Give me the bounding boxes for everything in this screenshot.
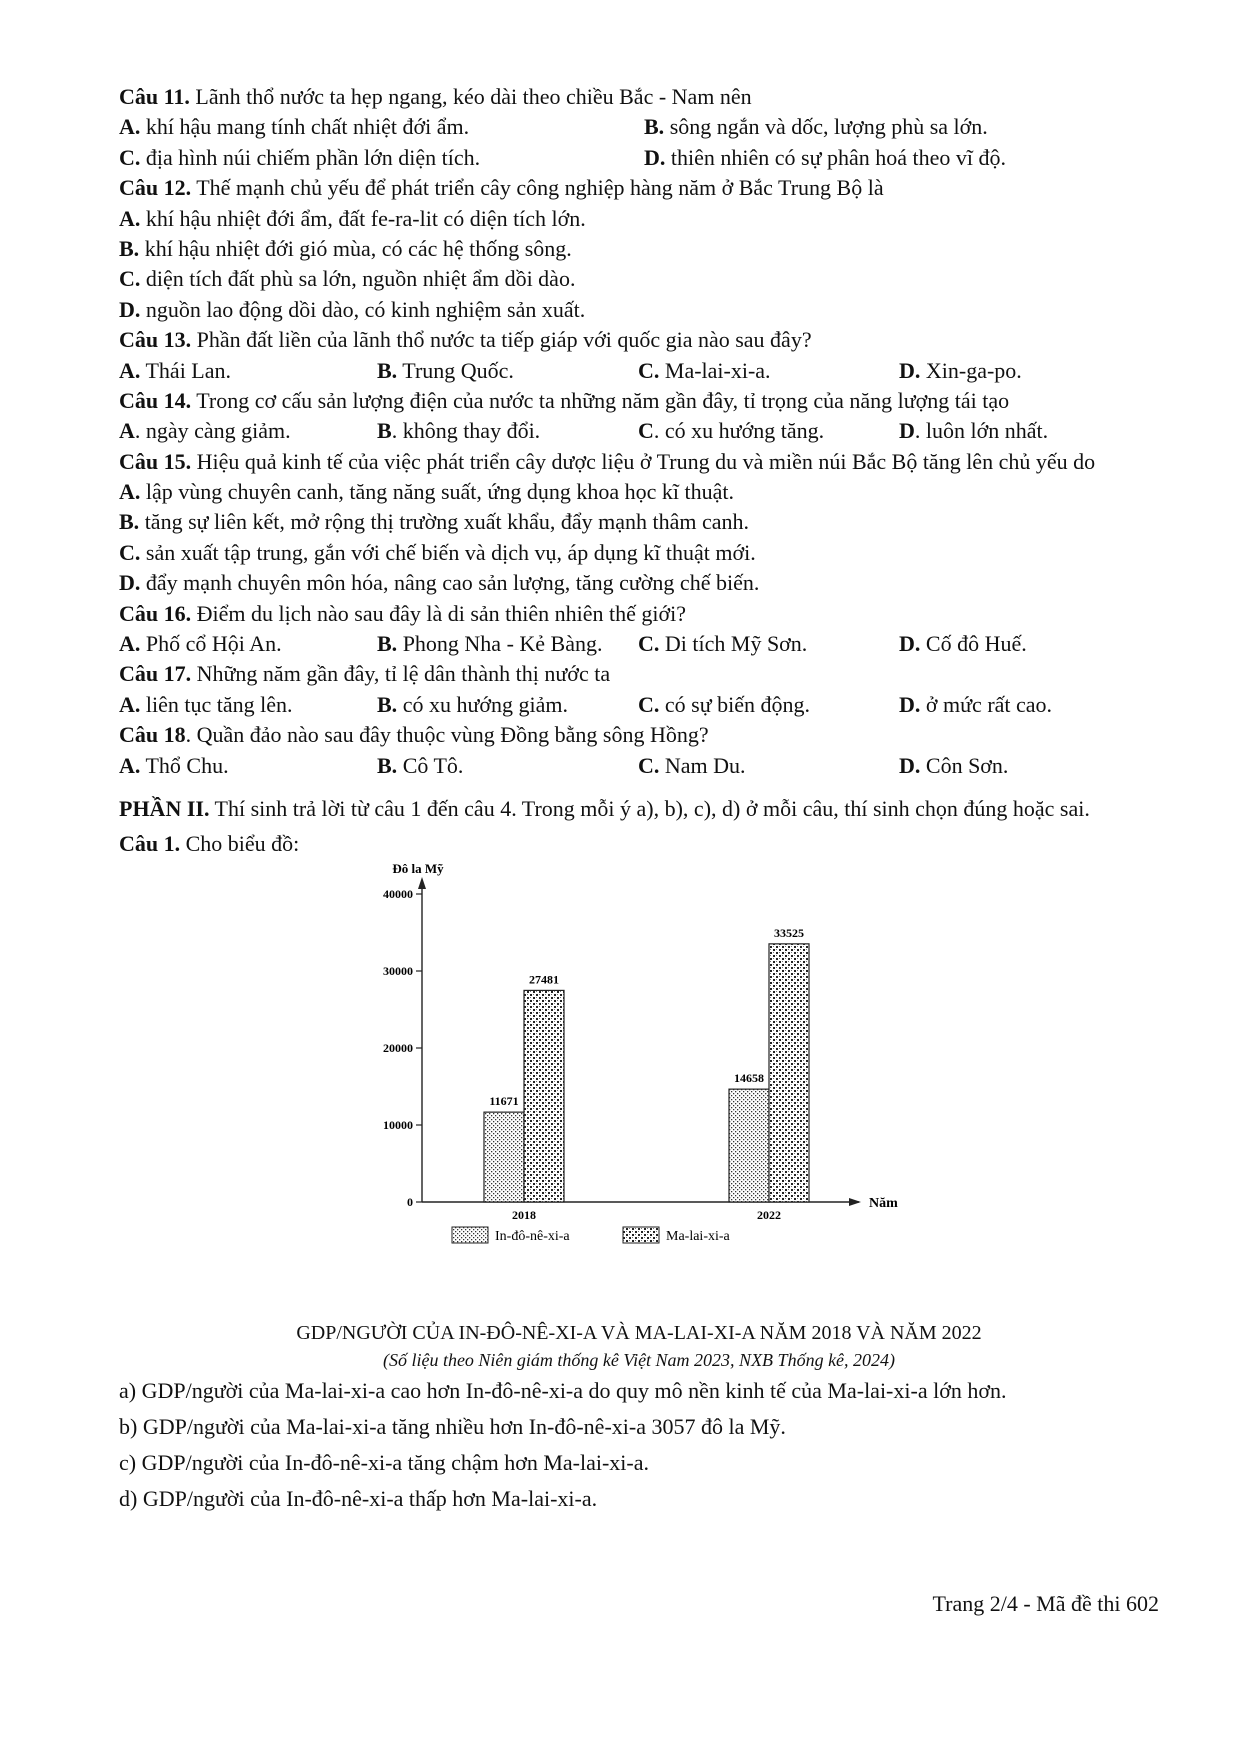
question-13: Câu 13. Phần đất liền của lãnh thổ nước ta tiếp giáp với quốc gia nào sau đây? [119,327,812,353]
question-17-options [119,690,1159,720]
option-c: C. có sự biến động. [638,691,811,717]
option-d: D. luôn lớn nhất. [899,418,1049,444]
question-11: Câu 11. Lãnh thổ nước ta hẹp ngang, kéo dài theo chiều Bắc - Nam nên [119,84,752,109]
data-label: 14658 [734,1071,764,1086]
option-a: A. khí hậu mang tính chất nhiệt đới ẩm. [119,114,470,140]
chart-svg [119,859,1159,1319]
exam-page [119,82,1159,1517]
option-b: B. khí hậu nhiệt đới gió mùa, có các hệ thống sông. [119,235,572,261]
legend-swatch [452,1227,488,1243]
option-c: C. Nam Du. [638,752,746,778]
option-a: A. ngày càng giảm. [119,418,291,444]
option-b: B. Trung Quốc. [377,357,514,383]
option-d: D. ở mức rất cao. [899,691,1053,717]
x-tick-label: 2022 [757,1208,781,1223]
data-label: 11671 [489,1094,519,1109]
option-c: C. địa hình núi chiếm phần lớn diện tích. [119,144,481,170]
question-11-row1 [119,112,1159,142]
option-d: D. Xin-ga-po. [899,357,1022,383]
y-tick-label: 20000 [383,1041,413,1056]
bar [769,944,809,1202]
y-tick-label: 0 [407,1195,413,1210]
statement-d: d) GDP/người của In-đô-nê-xi-a thấp hơn Ma-lai-xi-a. [119,1486,598,1512]
option-c: C. Di tích Mỹ Sơn. [638,631,808,657]
question-18-options [119,751,1159,781]
legend-swatch [623,1227,659,1243]
data-label: 33525 [774,926,804,941]
option-b: B. sông ngắn và dốc, lượng phù sa lớn. [644,114,988,140]
question-13-options [119,356,1159,386]
question-15: Câu 15. Hiệu quả kinh tế của việc phát triển cây dược liệu ở Trung du và miền núi Bắc Bộ tăng lên chủ yếu do [119,448,1096,474]
question-12: Câu 12. Thế mạnh chủ yếu để phát triển cây công nghiệp hàng năm ở Bắc Trung Bộ là [119,175,884,201]
data-label: 27481 [529,972,559,987]
legend-label: In-đô-nê-xi-a [495,1229,570,1245]
option-d: D. Cố đô Huế. [899,631,1027,657]
bar [484,1113,524,1203]
question-11-row2 [119,143,1159,173]
statement-c: c) GDP/người của In-đô-nê-xi-a tăng chậm hơn Ma-lai-xi-a. [119,1450,650,1476]
part-2-instructions: PHẦN II. Thí sinh trả lời từ câu 1 đến câu 4. Trong mỗi ý a), b), c), d) ở mỗi câu, thí sinh chọn đúng hoặc sai. [119,796,1090,821]
y-tick-label: 30000 [383,964,413,979]
chart-source: (Số liệu theo Niên giám thống kê Việt Nam 2023, NXB Thống kê, 2024) [382,1350,896,1371]
x-tick-label: 2018 [512,1208,536,1223]
question-14: Câu 14. Trong cơ cấu sản lượng điện của nước ta những năm gần đây, tỉ trọng của năng lượng tái tạo [119,387,1010,413]
question-18: Câu 18. Quần đảo nào sau đây thuộc vùng Đồng bằng sông Hồng? [119,722,709,748]
y-axis-label: Đô la Mỹ [392,861,444,877]
option-a: A. Phố cổ Hội An. [119,631,282,657]
option-a: A. Thổ Chu. [119,752,229,778]
question-1: Câu 1. Cho biểu đồ: [119,831,300,856]
chart-title: GDP/NGƯỜI CỦA IN-ĐÔ-NÊ-XI-A VÀ MA-LAI-XI-A NĂM 2018 VÀ NĂM 2022 [296,1322,982,1345]
question-17: Câu 17. Những năm gần đây, tỉ lệ dân thành thị nước ta [119,661,611,687]
question-16: Câu 16. Điểm du lịch nào sau đây là di sản thiên nhiên thế giới? [119,600,687,626]
option-a: A. lập vùng chuyên canh, tăng năng suất, ứng dụng khoa học kĩ thuật. [119,479,734,505]
option-a: A. khí hậu nhiệt đới ẩm, đất fe-ra-lit có diện tích lớn. [119,205,586,231]
bar [524,991,564,1203]
option-c: C. sản xuất tập trung, gắn với chế biến và dịch vụ, áp dụng kĩ thuật mới. [119,539,756,565]
option-a: A. Thái Lan. [119,357,232,383]
option-d: D. Côn Sơn. [899,752,1009,778]
statement-a: a) GDP/người của Ma-lai-xi-a cao hơn In-đô-nê-xi-a do quy mô nền kinh tế của Ma-lai-xi-a lớn hơn. [119,1378,1007,1404]
x-axis-label: Năm [869,1196,898,1212]
option-d: D. đẩy mạnh chuyên môn hóa, nâng cao sản lượng, tăng cường chế biến. [119,570,760,596]
option-a: A. liên tục tăng lên. [119,691,293,717]
y-tick-label: 40000 [383,887,413,902]
option-c: C. diện tích đất phù sa lớn, nguồn nhiệt ẩm dồi dào. [119,266,576,292]
bar [729,1090,769,1203]
option-b: B. không thay đổi. [377,418,541,444]
y-axis-arrow [418,877,426,889]
option-b: B. có xu hướng giảm. [377,691,568,717]
option-b: B. Phong Nha - Kẻ Bàng. [377,631,603,657]
bar-chart [119,859,1159,1319]
question-14-options [119,416,1159,446]
option-b: B. tăng sự liên kết, mở rộng thị trường xuất khẩu, đẩy mạnh thâm canh. [119,509,750,535]
option-d: D. thiên nhiên có sự phân hoá theo vĩ độ. [644,144,1007,170]
option-c: C. Ma-lai-xi-a. [638,357,771,383]
y-tick-label: 10000 [383,1118,413,1133]
option-b: B. Cô Tô. [377,752,464,778]
option-c: C. có xu hướng tăng. [638,418,825,444]
x-axis-arrow [849,1198,861,1206]
question-16-options [119,629,1159,659]
statement-b: b) GDP/người của Ma-lai-xi-a tăng nhiều hơn In-đô-nê-xi-a 3057 đô la Mỹ. [119,1414,786,1440]
legend-label: Ma-lai-xi-a [666,1229,730,1245]
option-d: D. nguồn lao động dồi dào, có kinh nghiệm sản xuất. [119,296,586,322]
page-footer: Trang 2/4 - Mã đề thi 602 [932,1591,1159,1616]
